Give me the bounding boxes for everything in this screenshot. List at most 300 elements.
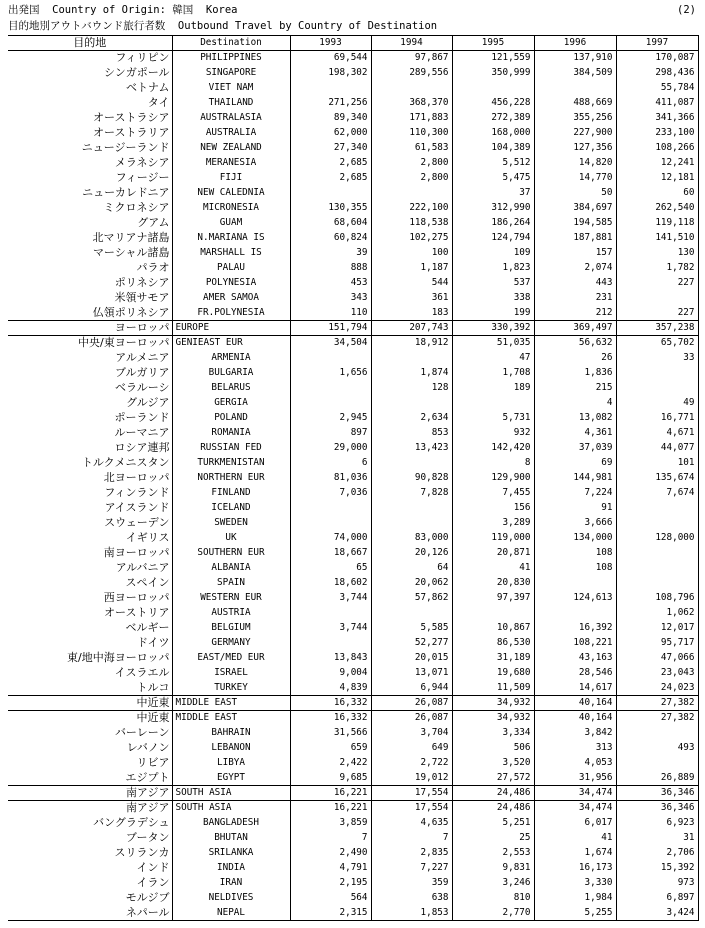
destination-en: PALAU <box>172 261 290 276</box>
traveler-count: 215 <box>534 381 616 396</box>
destination-en: INDIA <box>172 861 290 876</box>
table-row <box>8 486 698 501</box>
traveler-count <box>616 501 698 516</box>
traveler-count: 2,945 <box>290 411 371 426</box>
destination-en: SOUTH ASIA <box>172 786 290 801</box>
destination-ja: 西ヨーロッパ <box>103 591 170 604</box>
traveler-count: 12,017 <box>616 621 698 636</box>
traveler-count <box>290 501 371 516</box>
destination-ja: ポリネシア <box>114 276 170 289</box>
traveler-count: 20,126 <box>371 546 452 561</box>
header-year: 1995 <box>452 36 534 51</box>
destination-ja: 南アジア <box>8 801 172 816</box>
traveler-count: 19,680 <box>452 666 534 681</box>
traveler-count: 24,486 <box>452 801 534 816</box>
traveler-count: 108,221 <box>534 636 616 651</box>
traveler-count: 3,424 <box>616 906 698 921</box>
traveler-count: 271,256 <box>290 96 371 111</box>
traveler-count: 199 <box>452 306 534 321</box>
traveler-count: 14,617 <box>534 681 616 696</box>
traveler-count: 2,800 <box>371 156 452 171</box>
traveler-count: 6,923 <box>616 816 698 831</box>
traveler-count: 20,015 <box>371 651 452 666</box>
traveler-count: 853 <box>371 426 452 441</box>
traveler-count: 16,173 <box>534 861 616 876</box>
table-row <box>8 726 698 741</box>
traveler-count: 137,910 <box>534 51 616 66</box>
table-row <box>8 876 698 891</box>
traveler-count: 110 <box>290 306 371 321</box>
traveler-count: 7 <box>371 831 452 846</box>
table-row <box>8 411 698 426</box>
traveler-count <box>534 576 616 591</box>
traveler-count: 40,164 <box>534 696 616 711</box>
destination-ja: イスラエル <box>114 666 170 679</box>
destination-ja: オーストラシア <box>93 111 170 124</box>
traveler-count: 13,423 <box>371 441 452 456</box>
destination-en: IRAN <box>172 876 290 891</box>
traveler-count: 456,228 <box>452 96 534 111</box>
traveler-count: 14,820 <box>534 156 616 171</box>
table-row <box>8 456 698 471</box>
destination-ja: フィンランド <box>104 486 170 499</box>
destination-ja: 東/地中海ヨーロッパ <box>67 651 170 664</box>
destination-en: AUSTRALASIA <box>172 111 290 126</box>
traveler-count <box>290 636 371 651</box>
traveler-count: 27,382 <box>616 711 698 726</box>
traveler-count: 1,062 <box>616 606 698 621</box>
traveler-count: 91 <box>534 501 616 516</box>
destination-en: TURKMENISTAN <box>172 456 290 471</box>
traveler-count: 13,843 <box>290 651 371 666</box>
traveler-count: 24,023 <box>616 681 698 696</box>
traveler-count: 2,770 <box>452 906 534 921</box>
traveler-count: 69,544 <box>290 51 371 66</box>
traveler-count: 44,077 <box>616 441 698 456</box>
report-header <box>8 3 696 18</box>
destination-ja: ネパール <box>8 906 172 921</box>
traveler-count: 8 <box>452 456 534 471</box>
destination-ja: オーストラリア <box>93 126 170 139</box>
table-row <box>8 561 698 576</box>
traveler-count: 2,800 <box>371 171 452 186</box>
traveler-count: 384,509 <box>534 66 616 81</box>
traveler-count: 384,697 <box>534 201 616 216</box>
table-row <box>8 441 698 456</box>
destination-en: AUSTRIA <box>172 606 290 621</box>
traveler-count: 26,889 <box>616 771 698 786</box>
traveler-count: 83,000 <box>371 531 452 546</box>
table-row <box>8 891 698 906</box>
destination-en: ARMENIA <box>172 351 290 366</box>
destination-ja: フィージー <box>115 171 170 184</box>
traveler-count: 313 <box>534 741 616 756</box>
traveler-count: 141,510 <box>616 231 698 246</box>
destination-en: SOUTH ASIA <box>172 801 290 816</box>
traveler-count: 27,340 <box>290 141 371 156</box>
destination-ja: イラン <box>136 876 170 889</box>
destination-ja: メラネシア <box>114 156 170 169</box>
traveler-count: 26,087 <box>371 696 452 711</box>
header-year: 1997 <box>616 36 698 51</box>
table-row <box>8 81 698 96</box>
column-header-row <box>8 36 698 51</box>
traveler-count: 355,256 <box>534 111 616 126</box>
traveler-count: 86,530 <box>452 636 534 651</box>
traveler-count: 16,221 <box>290 801 371 816</box>
traveler-count: 2,835 <box>371 846 452 861</box>
destination-ja: トルコ <box>136 680 170 694</box>
traveler-count: 231 <box>534 291 616 306</box>
traveler-count: 341,366 <box>616 111 698 126</box>
table-row <box>8 786 698 801</box>
destination-ja: ブルガリア <box>114 366 170 379</box>
traveler-count: 119,118 <box>616 216 698 231</box>
traveler-count <box>616 291 698 306</box>
traveler-count: 6,944 <box>371 681 452 696</box>
traveler-count: 20,062 <box>371 576 452 591</box>
destination-ja: アルバニア <box>115 561 170 574</box>
destination-en: SRILANKA <box>172 846 290 861</box>
destination-ja: ドイツ <box>137 636 170 649</box>
traveler-count: 119,000 <box>452 531 534 546</box>
destination-en: ROMANIA <box>172 426 290 441</box>
table-subtitle: 目的地別アウトバウンド旅行者数 Outbound Travel by Country of Destination <box>8 20 438 32</box>
destination-ja: オーストリア <box>104 606 170 619</box>
traveler-count: 233,100 <box>616 126 698 141</box>
destination-en: NEPAL <box>172 906 290 921</box>
destination-ja: ミクロネシア <box>103 201 170 214</box>
traveler-count: 493 <box>616 741 698 756</box>
traveler-count: 7 <box>290 831 371 846</box>
destination-ja: 北マリアナ諸島 <box>92 231 170 244</box>
table-row <box>8 96 698 111</box>
header-year: 1996 <box>534 36 616 51</box>
traveler-count: 19,012 <box>371 771 452 786</box>
table-row <box>8 366 698 381</box>
traveler-count: 11,509 <box>452 681 534 696</box>
traveler-count: 97,867 <box>371 51 452 66</box>
traveler-count: 108,796 <box>616 591 698 606</box>
table-row <box>8 126 698 141</box>
traveler-count: 443 <box>534 276 616 291</box>
traveler-count: 3,246 <box>452 876 534 891</box>
traveler-count: 95,717 <box>616 636 698 651</box>
table-row <box>8 681 698 696</box>
table-row <box>8 771 698 786</box>
destination-ja: ロシア連邦 <box>114 441 170 454</box>
destination-en: LEBANON <box>172 741 290 756</box>
traveler-count <box>371 456 452 471</box>
traveler-count: 168,000 <box>452 126 534 141</box>
destination-en: LIBYA <box>172 756 290 771</box>
traveler-count: 3,334 <box>452 726 534 741</box>
traveler-count: 183 <box>371 306 452 321</box>
table-row <box>8 66 698 81</box>
traveler-count: 10,867 <box>452 621 534 636</box>
destination-en: AMER SAMOA <box>172 291 290 306</box>
destination-ja: ニュージーランド <box>81 141 170 154</box>
traveler-count: 34,474 <box>534 786 616 801</box>
table-row <box>8 516 698 531</box>
traveler-count: 31,956 <box>534 771 616 786</box>
traveler-count: 17,554 <box>371 801 452 816</box>
traveler-count: 3,666 <box>534 516 616 531</box>
destination-en: ISRAEL <box>172 666 290 681</box>
traveler-count: 2,706 <box>616 846 698 861</box>
destination-en: GUAM <box>172 216 290 231</box>
destination-ja: シンガポール <box>103 66 170 79</box>
traveler-count: 4,791 <box>290 861 371 876</box>
traveler-count: 227,900 <box>534 126 616 141</box>
table-row <box>8 276 698 291</box>
traveler-count: 130 <box>616 246 698 261</box>
traveler-count: 2,490 <box>290 846 371 861</box>
traveler-count: 18,912 <box>371 336 452 351</box>
traveler-count: 128,000 <box>616 531 698 546</box>
traveler-count: 1,708 <box>452 366 534 381</box>
table-row <box>8 906 698 921</box>
traveler-count: 127,356 <box>534 141 616 156</box>
traveler-count: 357,238 <box>616 321 698 336</box>
traveler-count: 2,422 <box>290 756 371 771</box>
destination-en: MIDDLE EAST <box>172 696 290 711</box>
traveler-count <box>616 726 698 741</box>
traveler-count <box>290 81 371 96</box>
destination-ja: 仏領ポリネシア <box>92 305 170 319</box>
table-row <box>8 186 698 201</box>
table-row <box>8 216 698 231</box>
traveler-count: 810 <box>452 891 534 906</box>
destination-en: ICELAND <box>172 501 290 516</box>
traveler-count: 81,036 <box>290 471 371 486</box>
traveler-count: 156 <box>452 501 534 516</box>
traveler-count: 60 <box>616 186 698 201</box>
traveler-count: 4,635 <box>371 816 452 831</box>
destination-ja: アルメニア <box>115 351 170 364</box>
table-row <box>8 861 698 876</box>
table-row <box>8 231 698 246</box>
traveler-count: 26,087 <box>371 711 452 726</box>
destination-ja: ベラルーシ <box>115 381 170 394</box>
destination-en: NORTHERN EUR <box>172 471 290 486</box>
traveler-count: 37,039 <box>534 441 616 456</box>
page-number: (2) <box>677 4 696 16</box>
traveler-count: 6,897 <box>616 891 698 906</box>
traveler-count: 7,828 <box>371 486 452 501</box>
table-row <box>8 291 698 306</box>
destination-en: UK <box>172 531 290 546</box>
traveler-count <box>290 351 371 366</box>
traveler-count: 100 <box>371 246 452 261</box>
traveler-count: 18,667 <box>290 546 371 561</box>
destination-ja: 中近東 <box>8 711 172 726</box>
destination-en: GERGIA <box>172 396 290 411</box>
traveler-count: 298,436 <box>616 66 698 81</box>
traveler-count: 18,602 <box>290 576 371 591</box>
destination-ja: エジプト <box>125 770 170 784</box>
traveler-count: 7,674 <box>616 486 698 501</box>
traveler-count: 1,836 <box>534 366 616 381</box>
traveler-count <box>290 396 371 411</box>
traveler-count: 361 <box>371 291 452 306</box>
destination-ja: ヨーロッパ <box>8 321 172 336</box>
traveler-count: 57,862 <box>371 591 452 606</box>
traveler-count: 69 <box>534 456 616 471</box>
traveler-count: 144,981 <box>534 471 616 486</box>
traveler-count: 13,071 <box>371 666 452 681</box>
traveler-count <box>616 546 698 561</box>
traveler-count: 16,332 <box>290 711 371 726</box>
traveler-count: 4,361 <box>534 426 616 441</box>
traveler-count: 2,074 <box>534 261 616 276</box>
header-destination-en: Destination <box>172 36 290 51</box>
destination-en: SINGAPORE <box>172 66 290 81</box>
traveler-count: 4,839 <box>290 681 371 696</box>
destination-ja: スウェーデン <box>104 516 170 529</box>
traveler-count: 34,932 <box>452 696 534 711</box>
traveler-count: 312,990 <box>452 201 534 216</box>
traveler-count: 151,794 <box>290 321 371 336</box>
traveler-count: 56,632 <box>534 336 616 351</box>
traveler-count <box>290 606 371 621</box>
table-row <box>8 51 698 66</box>
traveler-count: 17,554 <box>371 786 452 801</box>
destination-en: GENIEAST EUR <box>172 336 290 351</box>
traveler-count: 34,932 <box>452 711 534 726</box>
traveler-count: 65 <box>290 561 371 576</box>
traveler-count: 25 <box>452 831 534 846</box>
table-row <box>8 381 698 396</box>
traveler-count: 15,392 <box>616 861 698 876</box>
table-row <box>8 501 698 516</box>
traveler-count: 39 <box>290 246 371 261</box>
traveler-count <box>534 81 616 96</box>
traveler-count: 51,035 <box>452 336 534 351</box>
traveler-count: 16,771 <box>616 411 698 426</box>
traveler-count: 34,474 <box>534 801 616 816</box>
traveler-count: 31,566 <box>290 726 371 741</box>
traveler-count: 109 <box>452 246 534 261</box>
traveler-count: 194,585 <box>534 216 616 231</box>
traveler-count: 1,656 <box>290 366 371 381</box>
table-row <box>8 801 698 816</box>
traveler-count: 338 <box>452 291 534 306</box>
traveler-count: 34,504 <box>290 336 371 351</box>
traveler-count: 31 <box>616 831 698 846</box>
table-row <box>8 336 698 351</box>
destination-ja: バーレーン <box>114 726 170 739</box>
table-row <box>8 246 698 261</box>
traveler-count: 564 <box>290 891 371 906</box>
traveler-count <box>616 561 698 576</box>
traveler-count <box>371 351 452 366</box>
traveler-count: 108,266 <box>616 141 698 156</box>
destination-ja: グアム <box>137 216 170 229</box>
traveler-count: 65,702 <box>616 336 698 351</box>
destination-en: POLAND <box>172 411 290 426</box>
traveler-count <box>616 366 698 381</box>
traveler-count: 102,275 <box>371 231 452 246</box>
destination-en: BELARUS <box>172 381 290 396</box>
table-row <box>8 321 698 336</box>
table-row <box>8 141 698 156</box>
traveler-count: 142,420 <box>452 441 534 456</box>
traveler-count: 171,883 <box>371 111 452 126</box>
destination-ja: タイ <box>147 96 170 109</box>
traveler-count: 24,486 <box>452 786 534 801</box>
destination-en: RUSSIAN FED <box>172 441 290 456</box>
traveler-count: 1,853 <box>371 906 452 921</box>
traveler-count: 350,999 <box>452 66 534 81</box>
destination-ja: ニューカレドニア <box>82 186 170 199</box>
destination-en: TURKEY <box>172 681 290 696</box>
traveler-count: 101 <box>616 456 698 471</box>
header-year: 1994 <box>371 36 452 51</box>
traveler-count: 5,512 <box>452 156 534 171</box>
destination-en: FINLAND <box>172 486 290 501</box>
destination-en: BELGIUM <box>172 621 290 636</box>
traveler-count: 359 <box>371 876 452 891</box>
traveler-count: 104,389 <box>452 141 534 156</box>
traveler-count <box>616 381 698 396</box>
traveler-count: 130,355 <box>290 201 371 216</box>
traveler-count: 6,017 <box>534 816 616 831</box>
traveler-count: 659 <box>290 741 371 756</box>
traveler-count: 973 <box>616 876 698 891</box>
destination-en: PHILIPPINES <box>172 51 290 66</box>
traveler-count: 7,455 <box>452 486 534 501</box>
traveler-count: 2,634 <box>371 411 452 426</box>
table-row <box>8 261 698 276</box>
table-row <box>8 666 698 681</box>
traveler-count: 3,289 <box>452 516 534 531</box>
traveler-count: 9,004 <box>290 666 371 681</box>
traveler-count: 343 <box>290 291 371 306</box>
traveler-count: 7,224 <box>534 486 616 501</box>
destination-ja: イギリス <box>125 531 170 544</box>
traveler-count: 36,346 <box>616 786 698 801</box>
traveler-count: 5,251 <box>452 816 534 831</box>
traveler-count: 2,722 <box>371 756 452 771</box>
destination-en: MICRONESIA <box>172 201 290 216</box>
traveler-count: 14,770 <box>534 171 616 186</box>
traveler-count: 41 <box>452 561 534 576</box>
traveler-count: 3,704 <box>371 726 452 741</box>
traveler-count: 52,277 <box>371 636 452 651</box>
traveler-count <box>371 81 452 96</box>
destination-ja: リビア <box>136 756 170 769</box>
traveler-count: 61,583 <box>371 141 452 156</box>
header-year: 1993 <box>290 36 371 51</box>
traveler-count: 9,831 <box>452 861 534 876</box>
destination-ja: トルクメニスタン <box>81 456 170 469</box>
destination-en: SWEDEN <box>172 516 290 531</box>
traveler-count: 897 <box>290 426 371 441</box>
destination-en: MARSHALL IS <box>172 246 290 261</box>
traveler-count: 124,794 <box>452 231 534 246</box>
traveler-count: 289,556 <box>371 66 452 81</box>
destination-ja: アイスランド <box>104 501 170 514</box>
destination-ja: マーシャル諸島 <box>92 246 170 259</box>
header-destination-ja: 目的地 <box>8 36 172 51</box>
table-row <box>8 396 698 411</box>
traveler-count: 411,087 <box>616 96 698 111</box>
destination-ja: 北ヨーロッパ <box>103 471 170 484</box>
traveler-count: 368,370 <box>371 96 452 111</box>
table-row <box>8 201 698 216</box>
traveler-count <box>616 756 698 771</box>
